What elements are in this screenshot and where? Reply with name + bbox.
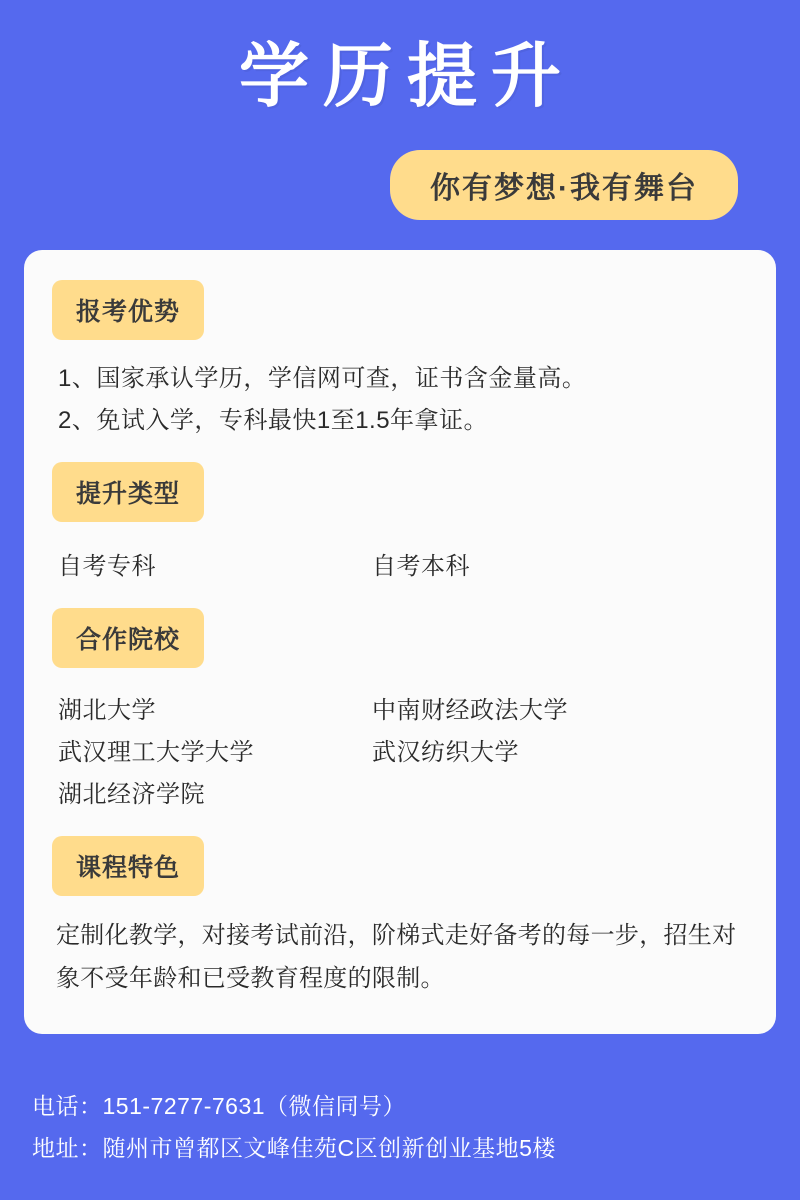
advantage-line-2: 2、免试入学，专科最快1至1.5年拿证。 <box>58 406 489 434</box>
school-item-right <box>372 774 748 816</box>
subtitle-badge: 你有梦想·我有舞台 <box>390 150 738 220</box>
section-tag-advantages: 报考优势 <box>52 280 204 340</box>
section-tag-course-features: 课程特色 <box>52 836 204 896</box>
section-types <box>52 462 748 588</box>
section-course-features <box>52 836 748 1000</box>
school-list <box>52 690 748 816</box>
section-schools <box>52 608 748 816</box>
type-row <box>52 546 748 588</box>
content-card <box>24 250 776 1034</box>
school-item-right: 武汉纺织大学 <box>372 738 519 766</box>
section-tag-schools: 合作院校 <box>52 608 204 668</box>
type-item-left: 自考专科 <box>58 552 156 580</box>
school-row <box>52 690 748 732</box>
school-item-right: 中南财经政法大学 <box>372 696 568 724</box>
section-tag-types: 提升类型 <box>52 462 204 522</box>
section-advantages <box>52 280 748 442</box>
school-row <box>52 732 748 774</box>
subtitle-container <box>0 150 800 220</box>
course-feature-paragraph: 定制化教学，对接考试前沿，阶梯式走好备考的每一步，招生对象不受年龄和已受教育程度的限制。 <box>56 921 737 992</box>
school-item-left: 武汉理工大学大学 <box>58 738 254 766</box>
advantage-line-1: 1、国家承认学历，学信网可查，证书含金量高。 <box>58 364 587 392</box>
school-item-left: 湖北经济学院 <box>58 780 205 808</box>
school-row <box>52 774 748 816</box>
contact-phone: 电话：151-7277-7631（微信同号） <box>32 1092 407 1119</box>
type-item-right: 自考本科 <box>372 552 470 580</box>
school-item-left: 湖北大学 <box>58 696 156 724</box>
poster-footer <box>0 1085 800 1200</box>
poster-header <box>0 0 800 220</box>
contact-address: 地址：随州市曾都区文峰佳苑C区创新创业基地5楼 <box>32 1135 556 1162</box>
page-title: 学历提升 <box>239 35 575 117</box>
